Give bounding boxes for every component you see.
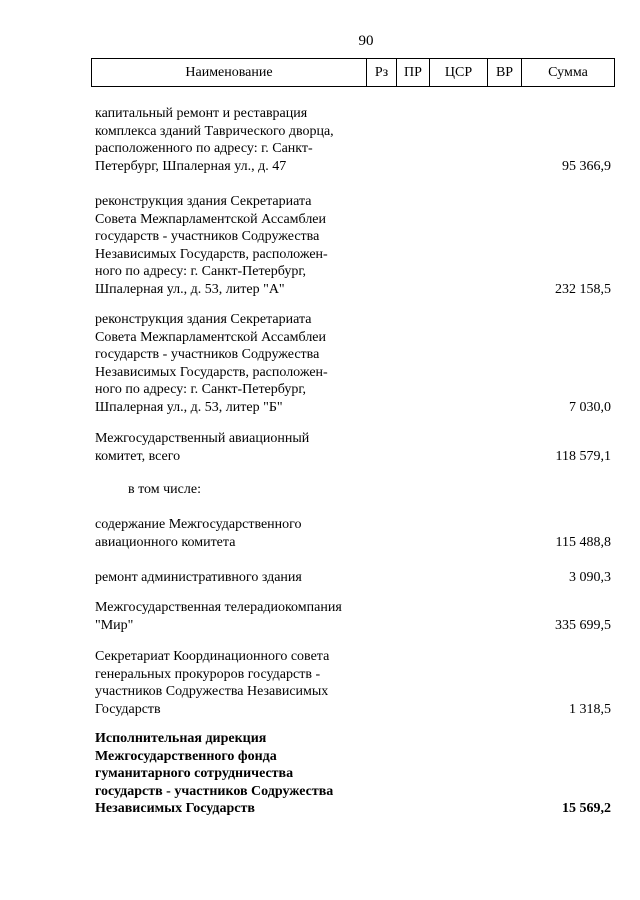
table-row (95, 648, 611, 718)
row-name-line: реконструкция здания Секретариата (95, 312, 312, 327)
row-name-line: Независимых Государств, расположен- (95, 246, 328, 262)
row-sum: 232 158,5 (555, 281, 611, 297)
header-vr: ВР (488, 59, 522, 87)
row-name-line: капитальный ремонт и реставрация (95, 106, 308, 121)
table-row (95, 481, 611, 499)
table-row (95, 105, 611, 175)
row-name-line: Шпалерная ул., д. 53, литер "Б" (95, 399, 283, 415)
row-name-line: ного по адресу: г. Санкт-Петербург, (95, 264, 307, 279)
header-pr: ПР (397, 59, 430, 87)
row-name (95, 193, 363, 298)
row-sum: 118 579,1 (555, 448, 611, 464)
table-row (95, 730, 611, 818)
row-sum: 3 090,3 (569, 570, 611, 585)
row-name-line: государств - участников Содружества (95, 229, 320, 244)
row-name-line: Шпалерная ул., д. 53, литер "А" (95, 281, 285, 297)
row-sum: 1 318,5 (569, 701, 611, 717)
header-rz: Рз (367, 59, 397, 87)
row-sum: 95 366,9 (562, 158, 611, 174)
table-row (95, 569, 611, 587)
table-row (95, 516, 611, 551)
row-name-line: содержание Межгосударственного (95, 517, 302, 532)
row-name-line: "Мир" (95, 617, 134, 633)
header-sum: Сумма (522, 59, 615, 87)
row-name (95, 730, 363, 818)
row-name-line: государств - участников Содружества (95, 783, 334, 799)
row-name (95, 105, 363, 175)
row-name-line: Государств (95, 701, 161, 717)
table-row (95, 193, 611, 298)
row-name-line: комплекса зданий Таврического дворца, (95, 123, 334, 139)
row-name-line: участников Содружества Независимых (95, 684, 329, 699)
row-name-line: реконструкция здания Секретариата (95, 194, 312, 209)
row-name-line: государств - участников Содружества (95, 347, 320, 362)
table-row (95, 311, 611, 416)
row-name-line: Межгосударственный авиационный (95, 431, 310, 446)
row-name (95, 599, 363, 634)
row-name (95, 516, 363, 551)
row-name-line: ного по адресу: г. Санкт-Петербург, (95, 382, 307, 397)
row-name-line: Совета Межпарламентской Ассамблеи (95, 329, 327, 345)
row-name-line: авиационного комитета (95, 534, 236, 550)
row-sum: 7 030,0 (569, 399, 611, 415)
row-name-line: гуманитарного сотрудничества (95, 766, 294, 781)
row-name-line: в том числе: (128, 482, 201, 497)
row-name (95, 569, 363, 587)
row-name (95, 311, 363, 416)
row-name-line: Петербург, Шпалерная ул., д. 47 (95, 158, 287, 174)
row-name-line: ремонт административного здания (95, 570, 302, 585)
header-csr: ЦСР (430, 59, 488, 87)
row-name-line: Совета Межпарламентской Ассамблеи (95, 211, 327, 227)
row-name-line: генеральных прокуроров государств - (95, 666, 321, 682)
row-name-line: Независимых Государств, расположен- (95, 364, 328, 380)
table-row (95, 599, 611, 634)
row-name (95, 481, 396, 499)
header-name: Наименование (92, 59, 367, 87)
row-sum: 15 569,2 (562, 801, 611, 816)
row-name-line: Независимых Государств (95, 801, 255, 816)
row-name (95, 648, 363, 718)
row-name-line: расположенного по адресу: г. Санкт- (95, 141, 313, 156)
row-name-line: Исполнительная дирекция (95, 731, 267, 746)
page-number: 90 (358, 33, 374, 49)
row-name-line: комитет, всего (95, 448, 181, 464)
row-name-line: Межгосударственная телерадиокомпания (95, 600, 342, 615)
row-sum: 335 699,5 (555, 617, 611, 633)
row-name (95, 430, 363, 465)
row-name-line: Межгосударственного фонда (95, 748, 277, 764)
table-row (95, 430, 611, 465)
row-name-line: Секретариат Координационного совета (95, 649, 330, 664)
row-sum: 115 488,8 (555, 534, 611, 550)
